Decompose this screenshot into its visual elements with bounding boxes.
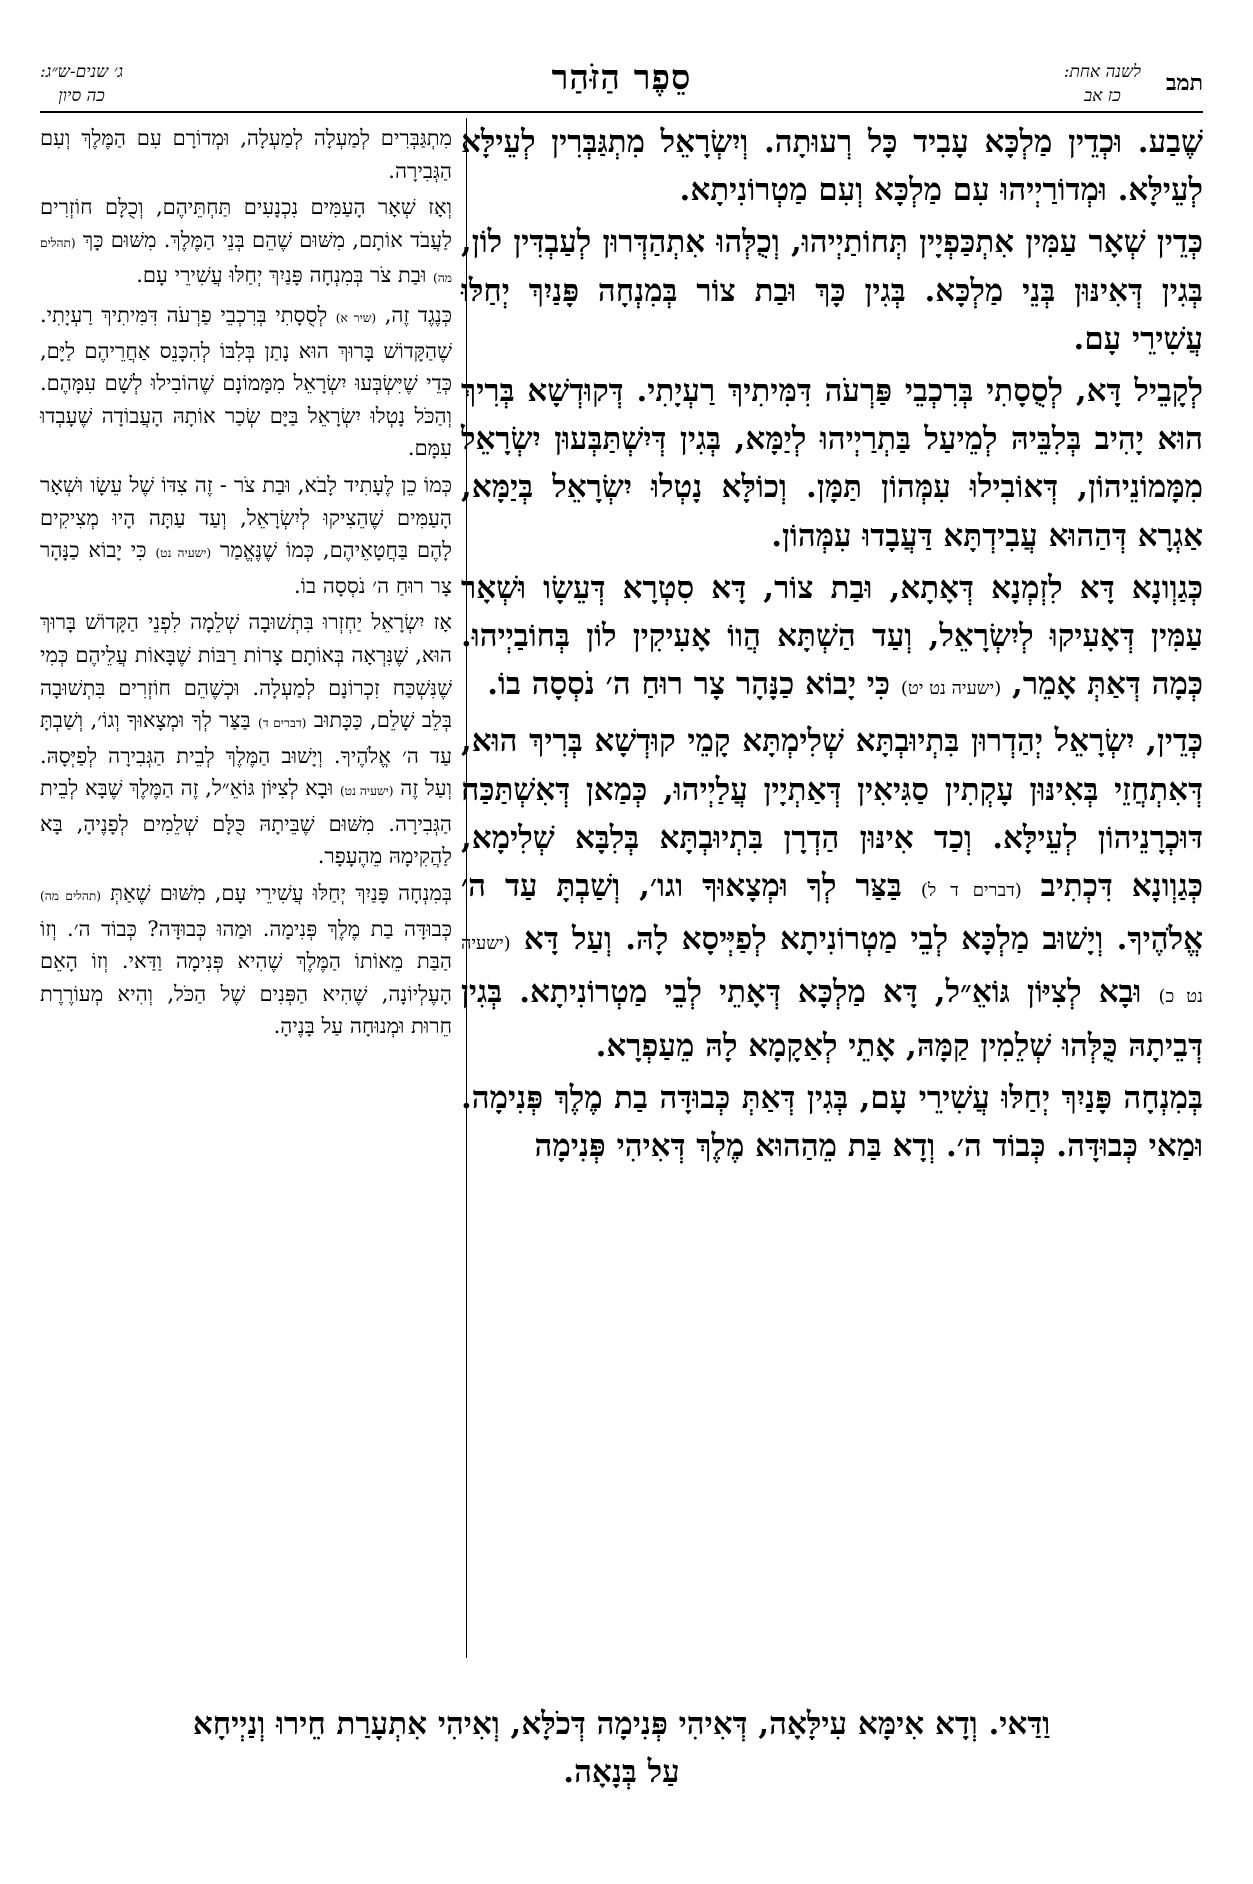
side-text: כִּי יָבוֹא כַנָּהָר צָר רוּחַ ה׳ נֹסְסָה בוֹ.	[40, 538, 452, 598]
source-reference: (דברים ד ל)	[920, 880, 1022, 902]
side-paragraph	[40, 191, 452, 295]
source-reference: (דברים ד)	[258, 716, 307, 731]
book-title: סֵפֶר הַזֹּהַר	[551, 58, 692, 98]
annual-schedule-date: כז אב	[1083, 86, 1121, 106]
side-text: כְּבוּדָּה בַת מֶלֶךְ פְּנִימָה. וּמַהוּ כְּבוּדָּה? כְּבוֹד ה׳. וְזוֹ הַבַּת מֵאוֹתוֹ הַמֶּלֶךְ שֶׁהִיא פְּנִימָה וַדַּאי. וְזוֹ הָאֵם הָעֶלְיוֹנָה, שֶׁהִיא הַפְּנִים שֶׁל הַכֹּל, וְהִיא מְעוֹרֶרֶת חֵרוּת וּמְנוּחָה עַל בָּנֶיהָ.	[40, 916, 452, 1039]
main-text: שֶׁבַע. וּכְדֵין מַלְכָּא עָבִיד כָּל רְעוּתָה. וְיִשְׂרָאֵל מִתְגַּבְּרִין לְעֵילָּא לְעֵילָּא. וּמְדוֹרַיְיהוּ עִם מַלְכָּא וְעִם מַטְרוֹנִיתָא.	[461, 124, 1203, 209]
closing-line: וַדַּאי. וְדָא אִימָּא עִילָּאָה, דְּאִיהִי פְּנִימָה דְּכֹלָּא, וְאִיהִי אִתְעָרַת חֵירוּ וְנַיְיחָא	[192, 1706, 1051, 1742]
main-paragraph	[461, 218, 1203, 363]
three-year-schedule	[40, 60, 123, 108]
side-text: מִתְגַּבְּרִים לְמַעְלָה לְמַעְלָה, וּמְדוֹרָם עִם הַמֶּלֶךְ וְעִם הַגְּבִירָה.	[40, 126, 452, 183]
side-paragraph	[40, 122, 452, 187]
side-text: כְּמוֹ כֵן לֶעָתִיד לָבֹא, וּבַת צֹר - זֶה צִדּוֹ שֶׁל עֵשָׂו וּשְׁאָר הָעַמִּים שֶׁהֵצִיקוּ לְיִשְׂרָאֵל, וְעַד עַתָּה הָיוּ מְצִיקִים לָהֶם בַּחֲטָאֵיהֶם, כְּמוֹ שֶׁנֶּאֱמַר	[40, 472, 452, 563]
main-paragraph	[461, 717, 1203, 1069]
side-paragraph	[40, 877, 452, 1043]
side-paragraph	[40, 606, 452, 873]
source-reference: (ישעיה נט יט)	[900, 678, 1002, 700]
annual-schedule-label: לשנה אחת:	[1063, 62, 1141, 82]
source-reference: (תהלים מה)	[40, 889, 102, 904]
main-text: כִּי יָבוֹא כַנָּהָר צָר רוּחַ ה׳ נֹסְסָה בוֹ.	[487, 666, 891, 703]
side-text: לְסֻסָתִי בְּרִכְבֵי פַרְעֹה דִּמִּיתִיךְ רַעְיָתִי. שֶׁהַקָּדוֹשׁ בָּרוּךְ הוּא נָתַן בְּלִבּוֹ לְהִכָּנֵס אַחֲרֵיהֶם לַיָּם, כְּדֵי שֶׁיִּשְׂבְּעוּ יִשְׂרָאֵל מִמָּמוֹנָם שֶׁהוֹבִילוּ לְשָׁם עִמָּהֶם. וְהַכֹּל נָטְלוּ יִשְׂרָאֵל בַּיָּם שְׂכַר אוֹתָהּ הָעֲבוֹדָה שֶׁעָבְדוּ עִמָּם.	[40, 302, 452, 461]
main-text: בְּמִנְחָה פָּנַיִךְ יְחַלּוּ עֲשִׁירֵי עָם, בְּגִין דְּאַתְּ כְּבוּדָּה בַת מֶלֶךְ פְּנִימָה. וּמַאי כְּבוּדָּה. כְּבוֹד ה׳. וְדָא בַּת מֵהַהוּא מֶלֶךְ דְּאִיהִי פְּנִימָה	[461, 1079, 1203, 1165]
column-divider	[466, 118, 467, 1658]
source-reference: (ישעיה נט כ)	[461, 933, 1204, 1008]
closing-text	[40, 1700, 1203, 1796]
source-reference: (ישעיה נט)	[155, 546, 212, 561]
three-year-schedule-label: ג׳ שנים-ש״ג:	[40, 62, 124, 82]
main-text: כְּדֵין, יִשְׂרָאֵל יְהַדְרוּן בִּתְיוּבְתָּא שְׁלִימְתָּא קָמֵי קוּדְשָׁא בְּרִיךְ הוּא, דְּאִתְחֲזֵי בְּאִינּוּן עָקְתִין סַגִּיאִין דְּאַתְיָין עֲלַיְיהוּ, כְּמַאן דְּאִשְׁתַּכַּח דּוּכְרָנֵיהוֹן לְעֵילָּא. וְכַד אִינּוּן הַדְרָן בִּתְיוּבְתָּא בְּלִבָּא שְׁלִימָא, כְּגַוְונָא דִּכְתִיב	[461, 723, 1203, 905]
side-text: וּבָא לְצִיּוֹן גּוֹאֵ״ל, זֶה הַמֶּלֶךְ שֶׁבָּא לְבֵית הַגְּבִירָה. מִשּׁוּם שֶׁבֵּיתָהּ כֻּלָּם שְׁלֵמִים לְפָנֶיהָ, בָּא לַהֲקִימָהּ מֵהֶעָפָר.	[40, 776, 452, 869]
page-header	[40, 58, 1203, 114]
aramaic-text-column	[461, 118, 1203, 1174]
side-text: אָז יִשְׂרָאֵל יַחְזְרוּ בִּתְשׁוּבָה שְׁלֵמָה לִפְנֵי הַקָּדוֹשׁ בָּרוּךְ הוּא, שֶׁנִּרְאָה בְּאוֹתָם צָרוֹת רַבּוֹת שֶׁבָּאוֹת עֲלֵיהֶם כְּמִי שֶׁנִּשְׁכַּח זִכְרוֹנָם לְמַעְלָה. וּכְשֶׁהֵם חוֹזְרִים בִּתְשׁוּבָה בְּלֵב שָׁלֵם, כַּכָּתוּב	[40, 610, 452, 733]
side-text: בְּמִנְחָה פָּנַיִךְ יְחַלּוּ עֲשִׁירֵי עָם, מִשּׁוּם שֶׁאַתְּ	[110, 881, 452, 906]
closing-line: עַל בְּנָאָה.	[563, 1754, 680, 1790]
main-paragraph	[461, 564, 1203, 714]
three-year-schedule-date: כה סיון	[58, 86, 105, 106]
hebrew-translation-column	[40, 122, 452, 1047]
main-text: בַּצַּר לְךָ וּמְצָאוּךָ וגו׳, וְשַׁבְתָּ עַד ה׳ אֱלֹהֶיךָ. וְיָשׁוּב מַלְכָּא לְבֵי מַטְרוֹנִיתָא לְפַיְּיסָא לָהּ. וְעַל דָּא	[461, 868, 1203, 958]
side-text: בַּצַּר לְךָ וּמְצָאוּךָ וְגוֹ׳, וְשַׁבְתָּ עַד ה׳ אֱלֹהֶיךָ. וְיָשׁוּב הַמֶּלֶךְ לְבֵית הַגְּבִירָה לְפַיְּסָהּ. וְעַל זֶה	[40, 708, 452, 801]
header-divider	[40, 111, 1203, 113]
main-paragraph	[461, 1074, 1203, 1170]
side-paragraph	[40, 299, 452, 465]
main-text: לְקָבֵיל דָּא, לְסֻסָתִי בְּרִכְבֵי פַּרְעֹה דִּמִּיתִיךְ רַעְיָתִי. דְּקוּדְשָׁא בְּרִיךְ הוּא יָהִיב בְּלִבֵּיהּ לְמֵיעַל בַּתְרַיְיהוּ לְיַמָּא, בְּגִין דְּיִשְׁתַּבְּעוּן יִשְׂרָאֵל מִמָּמוֹנֵיהוֹן, דְּאוֹבִילוּ עִמְּהוֹן תַּמָּן. וְכוֹלָּא נָטְלוּ יִשְׂרָאֵל בְּיַמָּא, אַגְרָא דְּהַהוּא עֲבִידְתָּא דַּעֲבָדוּ עִמְּהוֹן.	[461, 373, 1203, 554]
source-reference: (שיר א)	[335, 310, 377, 325]
side-text: כְּנֶגֶד זֶה,	[384, 302, 452, 327]
side-paragraph	[40, 469, 452, 602]
main-text: כְּדֵין שְׁאָר עַמִּין אִתְכַּפְיָין תְּחוֹתַיְיהוּ, וְכֻלְּהוּ אִתְהַדְּרוּן לְעַבְדִּין לוֹן, בְּגִין דְּאִינּוּן בְּנֵי מַלְכָּא. בְּגִין כָּךְ וּבַת צוֹר בְּמִנְחָה פָּנַיִךְ יְחַלּוּ עֲשִׁירֵי עָם.	[461, 224, 1203, 357]
source-reference: (תהלים מה)	[40, 235, 452, 286]
main-paragraph	[461, 367, 1203, 560]
source-reference: (ישעיה נט)	[339, 784, 394, 799]
page-number: תמב	[1165, 70, 1203, 96]
side-text: וְאָז שְׁאָר הָעַמִּים נִכְנָעִים תַּחְתֵּיהֶם, וְכֻלָּם חוֹזְרִים לַעֲבֹד אוֹתָם, מִשּׁוּם שֶׁהֵם בְּנֵי הַמֶּלֶךְ. מִשּׁוּם כָּךְ	[40, 195, 452, 252]
main-text: וּבָא לְצִיּוֹן גּוֹאֵ״ל, דָּא מַלְכָּא דְּאָתֵי לְבֵי מַטְרוֹנִיתָא. בְּגִין דְּבֵיתָהּ כֻּלְּהוּ שְׁלֵמִין קַמָּהּ, אָתֵי לְאַקָמָא לָהּ מֵעַפְרָא.	[461, 974, 1203, 1064]
main-paragraph	[461, 118, 1203, 214]
main-text: כְּגַוְונָא דָּא לִזְמְנָא דְּאָתָא, וּבַת צוֹר, דָּא סִטְרָא דְּעֵשָׂו וּשְׁאָר עַמִּין דְּאָעִיקוּ לְיִשְׂרָאֵל, וְעַד הַשְׁתָּא הֲווֹ אָעִיקִין לוֹן בְּחוֹבַיְיהוּ. כְּמָה דְּאַתְּ אָמֵר,	[461, 569, 1203, 703]
side-text: וּבַת צֹר בְּמִנְחָה פָּנַיִךְ יְחַלּוּ עֲשִׁירֵי עָם.	[136, 263, 427, 288]
